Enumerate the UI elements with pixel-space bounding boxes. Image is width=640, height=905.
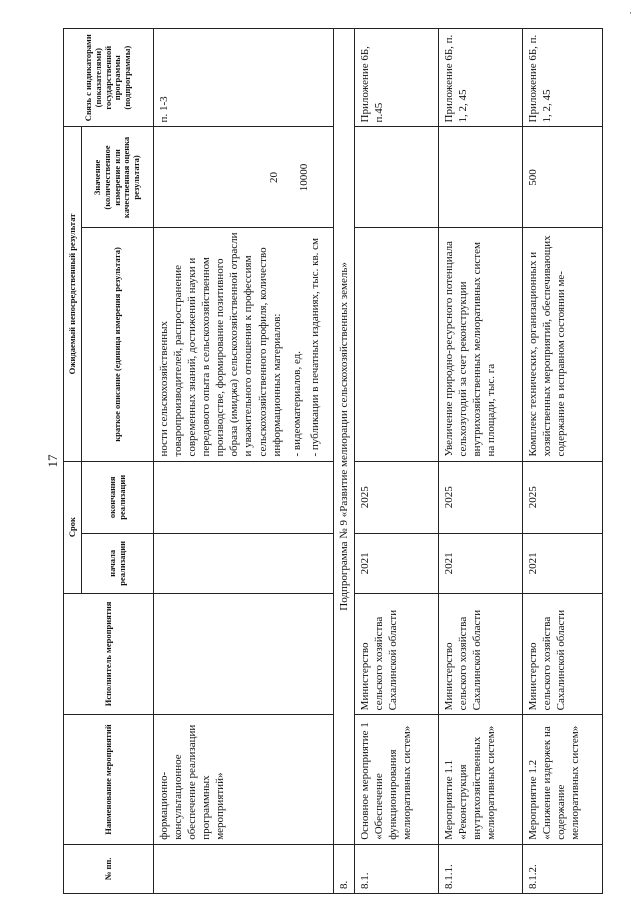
cell-desc: Комплекс технических, организационных и хозяйственных мероприятий, обеспечивающих содержание в исправном состоянии ме- [523,228,603,461]
cell-value [439,127,523,228]
cell-name: Мероприятие 1.1 «Реконструкция внутрихозяйственных мелиоративных систем» [439,715,523,844]
value-video: 20 [267,171,280,183]
desc-item-publications: - публикации в печатных изданиях, тыс. кв. см [308,237,321,457]
cell-link: Приложение 6Б, п.45 [355,29,439,127]
header-no: № пп. [64,844,154,893]
header-name: Наименование мероприятий [64,715,154,844]
cell-value [355,127,439,228]
cell-start: 2021 [355,534,439,594]
header-value: Значение (количественное измерение или качественная оценка результата) [82,127,154,228]
cell-name: Мероприятие 1.2 «Снижение издержек на содержание мелиоративных систем» [523,715,603,844]
cell-end [154,461,334,534]
subprogram-title: Подпрограмма № 9 «Развитие мелиорации сельскохозяйственных земель» [334,29,355,845]
table-row [355,29,439,894]
table-row [439,29,523,894]
cell-start: 2021 [439,534,523,594]
cell-no: 8.1.2. [523,844,603,893]
cell-end: 2025 [355,461,439,534]
header-executor: Исполнитель мероприятия [64,593,154,715]
cell-link: Приложение 6Б, п. 1, 2, 45 [523,29,603,127]
cell-name: Основное мероприятие 1 «Обеспечение функционирования мелиоративных систем» [355,715,439,844]
rotated-page [45,28,593,894]
table-row [154,29,334,894]
corner-mark: · [629,8,632,18]
cell-start [154,534,334,594]
cell-executor: Министерство сельского хозяйства Сахалинской области [355,593,439,715]
cell-link: п. 1-3 [154,29,334,127]
desc-item-video: - видеоматериалов, ед. [290,350,303,457]
table-row-subprogram [334,29,355,894]
cell-desc: Увеличение природно-ресурсного потенциала сельхозугодий за счет реконструкции внутрихозяйственных мелиоративных систем на площади, тыс. га [439,228,523,461]
cell-link: Приложение 6Б, п. 1, 2, 45 [439,29,523,127]
header-short-desc: краткое описание (единица измерения результата) [82,228,154,461]
cell-no: 8. [334,844,355,893]
cell-executor: Министерство сельского хозяйства Сахалинской области [439,593,523,715]
table-row [523,29,603,894]
cell-no: 8.1.1. [439,844,523,893]
header-start: начала реализации [82,534,154,594]
cell-no [154,844,334,893]
cell-value [154,127,334,228]
header-end: окончания реализации [82,461,154,534]
cell-value: 500 [523,127,603,228]
cell-end: 2025 [523,461,603,534]
cell-name: формационно-консультационное обеспечение реализации программных мероприятий» [154,715,334,844]
header-link: Связь с индикаторами (показателями) государственной программы (подпрограммы) [64,29,154,127]
cell-executor [154,593,334,715]
cell-end: 2025 [439,461,523,534]
cell-no: 8.1. [355,844,439,893]
value-publications: 10000 [297,163,310,192]
cell-executor: Министерство сельского хозяйства Сахалинской области [523,593,603,715]
header-result: Ожидаемый непосредственный результат [64,127,82,461]
cell-start: 2021 [523,534,603,594]
measures-table [63,28,603,894]
desc-main: ности сельскохозяйственных товаропроизводителей, распространение современных знаний, достижений науки и передового опыта в сельскохозяйственном производстве, формирование позитивного образа (имиджа) сельскохозяйственной отрасли и уважительного отношения к профессиям сельскохозяйственного профиля, количество информационных материалов: [158,232,283,457]
cell-desc [154,228,334,461]
cell-desc [355,228,439,461]
page-number: 17 [45,454,60,468]
header-term: Срок [64,461,82,593]
